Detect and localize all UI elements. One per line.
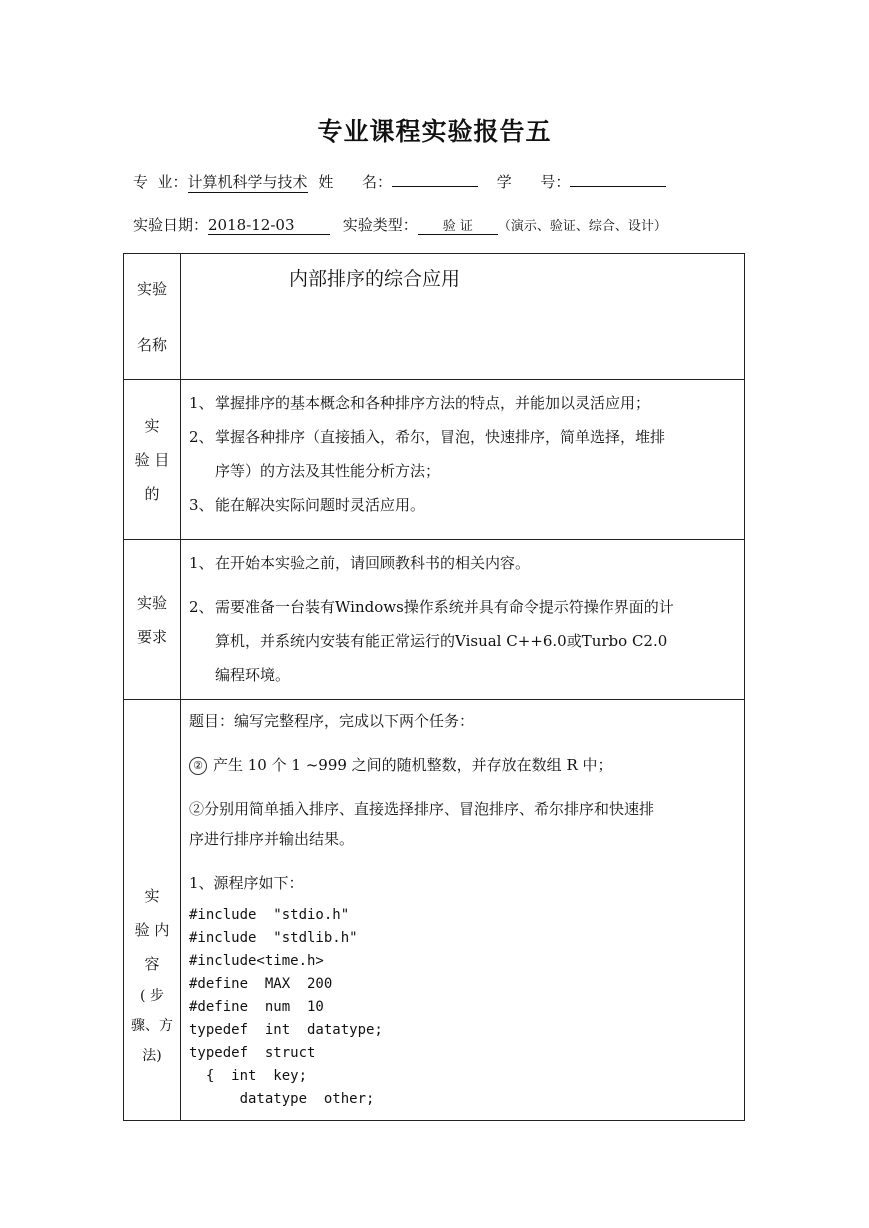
purpose-item: 1、掌握排序的基本概念和各种排序方法的特点，并能加以灵活应用； [189,394,651,412]
row-experiment-name [124,254,745,380]
id-label: 学 号： [496,173,571,191]
name-blank [392,170,478,187]
code-line: #include "stdlib.h" [189,930,358,946]
code-line: #define num 10 [189,999,324,1015]
major-label: 专 业： [133,173,188,191]
experiment-name-value: 内部排序的综合应用 [289,268,461,290]
task-2-cont: 序进行排序并输出结果。 [189,830,355,848]
requirement-item-cont: 编程环境。 [215,666,291,684]
topic: 题目：编写完整程序，完成以下两个任务： [189,712,475,730]
cell-purpose [181,380,745,540]
row-requirement [124,540,745,700]
report-table [123,253,745,1121]
label-requirement: 实验 要求 [124,540,181,700]
label-content: 实 验 内 容 ( 步 骤、方 法) [124,700,181,1121]
code-line: datatype other; [189,1091,375,1107]
requirement-item: 1、在开始本实验之前，请回顾教科书的相关内容。 [189,554,531,572]
info-line-date [133,214,667,235]
task-1: ② 产生 10 个 1 ~999 之间的随机整数，并存放在数组 R 中； [189,750,738,780]
circled-number-icon: ② [189,757,207,775]
code-line: { int key; [189,1068,308,1084]
date-value: 2018-12-03 [208,216,330,235]
code-line: #include<time.h> [189,953,324,969]
type-label: 实验类型： [342,216,418,234]
info-line-major [133,170,666,193]
id-blank [570,170,666,187]
name-label: 姓 名： [318,173,392,191]
cell-content [181,700,745,1121]
purpose-item-cont: 序等）的方法及其性能分析方法； [215,462,441,480]
cell-experiment-name [181,254,745,380]
type-value: 验 证 [418,215,498,235]
purpose-item: 2、掌握各种排序（直接插入，希尔，冒泡，快速排序，简单选择，堆排 [189,428,666,446]
page-title: 专业课程实验报告五 [317,117,552,146]
requirement-item: 2、需要准备一台装有Windows操作系统并具有命令提示符操作界面的计 [189,598,674,616]
label-experiment-name: 实验 名称 [124,254,181,380]
code-line: #include "stdio.h" [189,907,350,923]
row-content [124,700,745,1121]
source-label: 1、源程序如下： [189,874,304,892]
type-hint: （演示、验证、综合、设计） [497,219,667,234]
cell-requirement [181,540,745,700]
date-label: 实验日期： [133,216,209,234]
code-line: typedef struct [189,1045,316,1061]
code-line: typedef int datatype; [189,1022,383,1038]
label-purpose: 实 验 目 的 [124,380,181,540]
task-2: ②分别用简单插入排序、直接选择排序、冒泡排序、希尔排序和快速排 [189,800,655,818]
requirement-item-cont: 算机，并系统内安装有能正常运行的Visual C++6.0或Turbo C2.0 [215,632,668,650]
row-purpose [124,380,745,540]
code-line: #define MAX 200 [189,976,333,992]
purpose-item: 3、能在解决实际问题时灵活应用。 [189,496,426,514]
major-value: 计算机科学与技术 [187,173,308,191]
